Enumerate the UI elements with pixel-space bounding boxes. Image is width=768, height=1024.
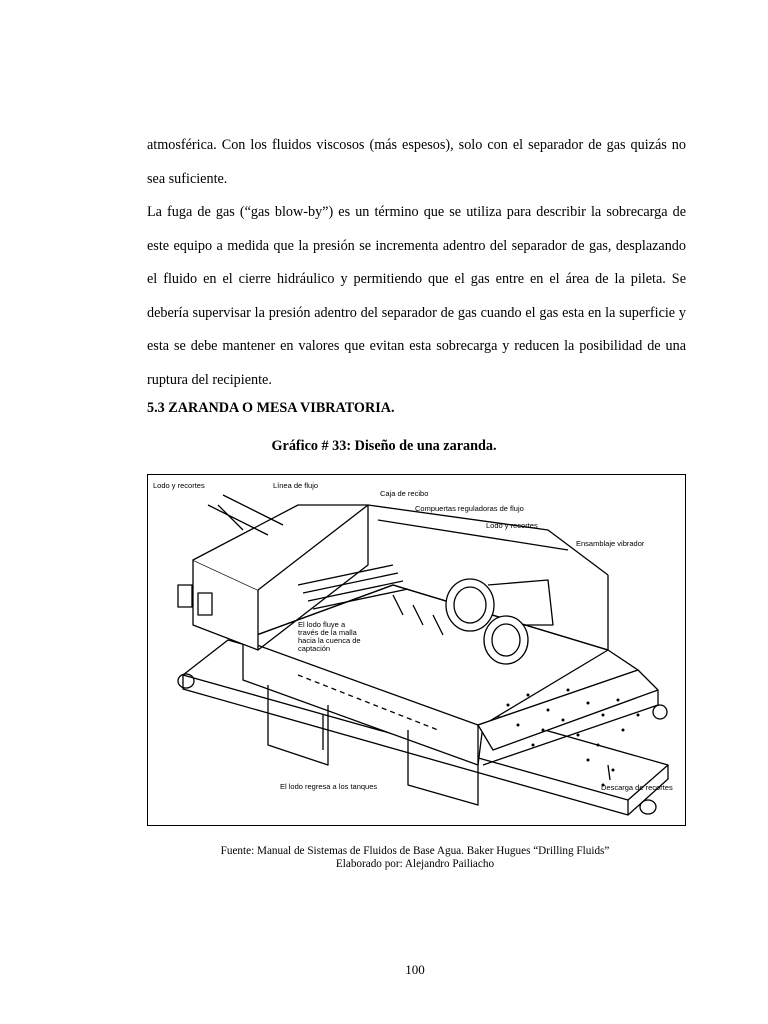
page-number: 100 [405, 962, 425, 977]
paragraph-1: atmosférica. Con los fluidos viscosos (más espesos), solo con el separador de gas quizás no sea suficiente. [147, 137, 686, 187]
label-lodo-fluye-1: El lodo fluye a [298, 620, 346, 629]
shaker-diagram [147, 474, 686, 826]
label-lodo-recortes: Lodo y recortes [486, 521, 538, 530]
paragraph-2: La fuga de gas (“gas blow-by”) es un término que se utiliza para describir la sobrecarga de este equipo a medida que la presión se incrementa adentro del separador de gas, desplazando el fluido en el cierre hidráulico y permitiendo que el gas entre en el área de la pileta. Se debería supervisar la presión adentro del separador de gas cuando el gas esta en la superficie y esta se debe mantener en valores que evitan esta sobrecarga y reducen la posibilidad de una ruptura del recipiente. [147, 204, 686, 388]
shaker-drawing [148, 475, 685, 825]
label-compuertas: Compuertas reguladoras de flujo [415, 504, 524, 513]
label-lodo-fluye-3: hacia la cuenca de [298, 636, 361, 645]
section-heading: 5.3 ZARANDA O MESA VIBRATORIA. [147, 400, 395, 416]
label-lodo-fluye-2: través de la malla [298, 628, 357, 637]
source-line-1: Fuente: Manual de Sistemas de Fluidos de Base Agua. Baker Hugues “Drilling Fluids” [220, 845, 610, 857]
label-linea-flujo: Línea de flujo [273, 481, 319, 490]
label-caja-recibo: Caja de recibo [380, 489, 429, 498]
figure-source [0, 845, 768, 871]
label-lodo-recortes-in: Lodo y recortes [153, 481, 205, 490]
vibrator-motor-2 [484, 616, 528, 664]
figure-caption: Gráfico # 33: Diseño de una zaranda. [271, 438, 497, 454]
label-descarga: Descarga de recortes [601, 783, 673, 792]
source-line-2: Elaborado por: Alejandro Pailiacho [335, 858, 495, 870]
label-ensamblaje-vibrador: Ensamblaje vibrador [576, 539, 645, 548]
label-lodo-fluye-4: captación [298, 644, 331, 653]
label-lodo-regresa: El lodo regresa a los tanques [280, 782, 378, 791]
